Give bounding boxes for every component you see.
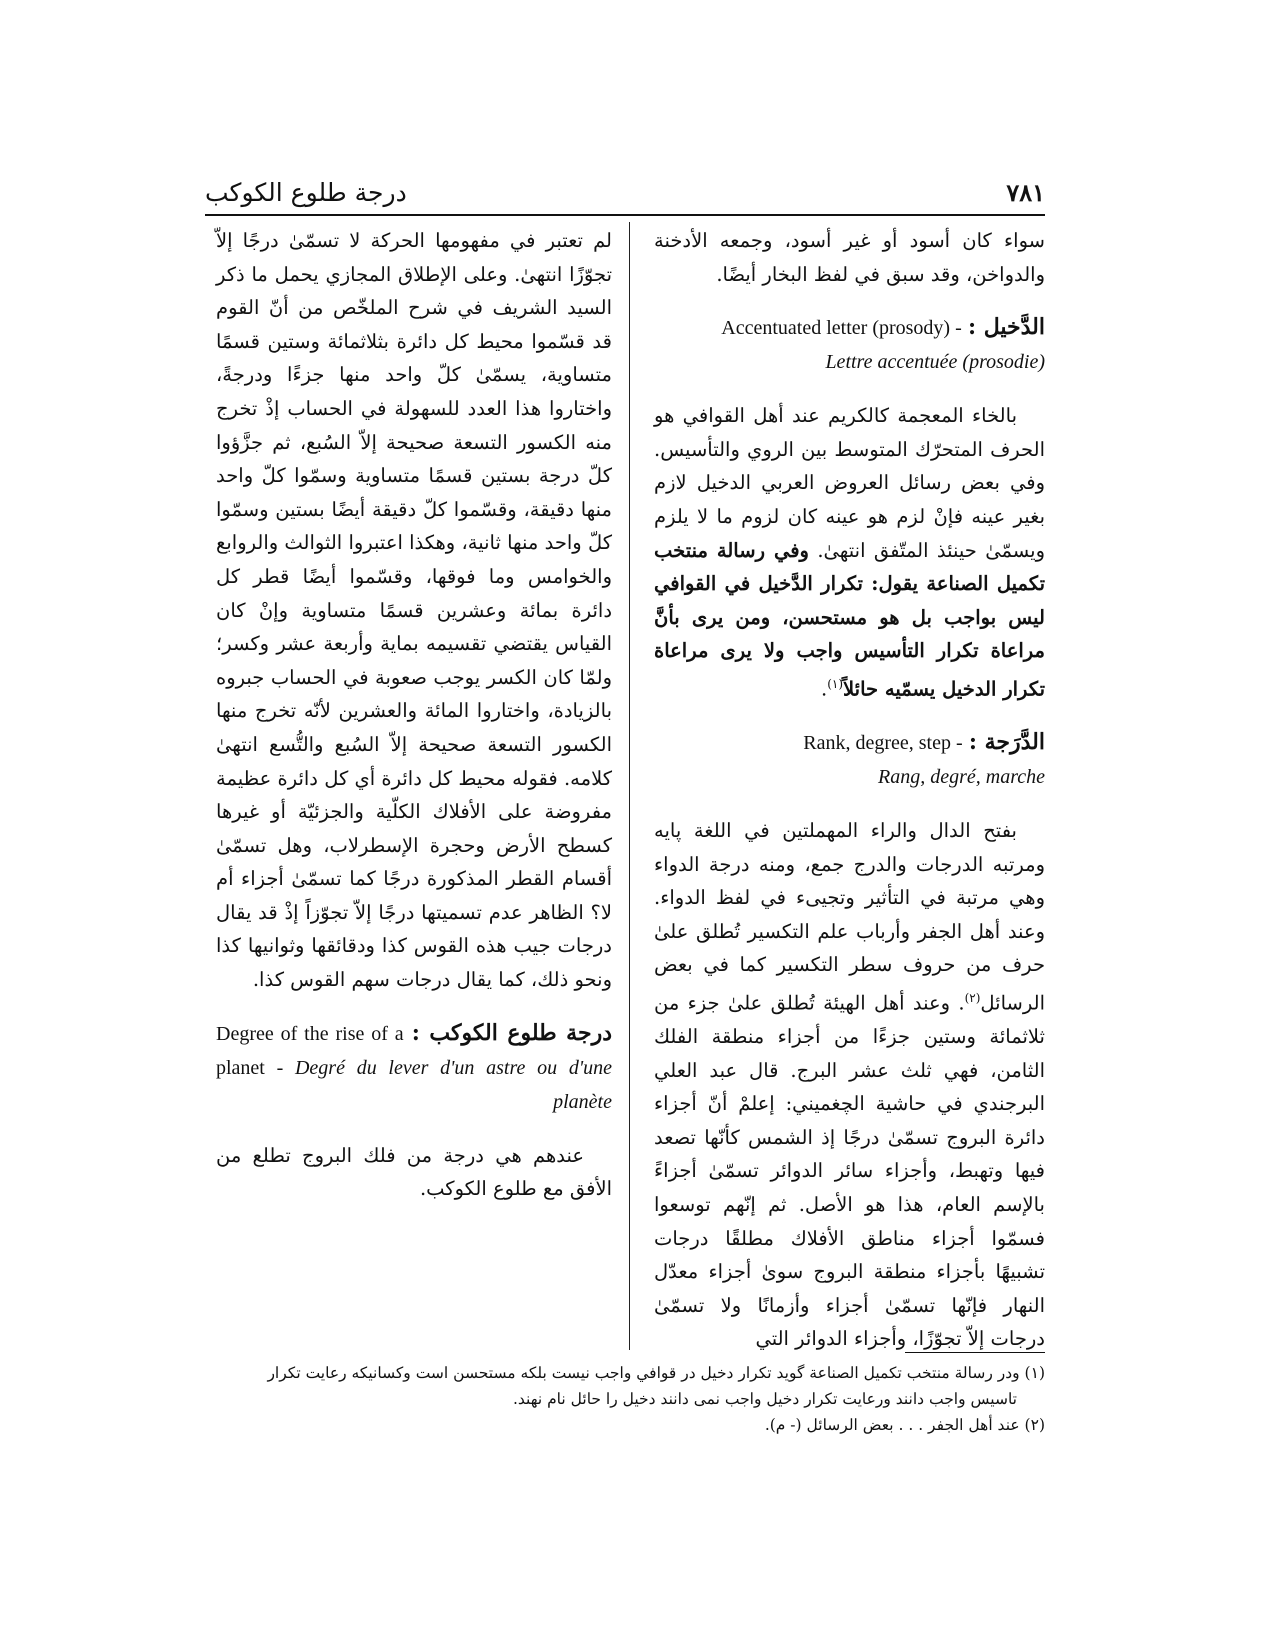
entry-term: الدَّرَجة : bbox=[968, 729, 1045, 756]
definition-text: بفتح الدال والراء المهملتين في اللغة پايه ومرتبه الدرجات والدرج جمع، ومنه درجة الدواء وهي مرتبة في التأثير وتجيىء في لفظ الدواء. وعند أهل الجفر وأرباب علم التكسير تُطلق علىٰ حرف من حروف سطر التكسير كما في بعض الرسائل bbox=[654, 819, 1045, 1015]
entry-heading-daraja bbox=[654, 726, 1045, 794]
definition-bold-text: وفي رسالة منتخب تكميل الصناعة يقول: تكرار الدَّخيل في القوافي ليس بواجب بل هو مستحسن، ومن يرى بأنَّ مراعاة تكرار التأسيس واجب ولا يرى مراعاة تكرار الدخيل يسمّيه حائلاً bbox=[654, 538, 1045, 701]
entry-term: الدَّخيل : bbox=[967, 314, 1045, 341]
definition-paragraph: عندهم هي درجة من فلك البروج تطلع من الأفق مع طلوع الكوكب. bbox=[216, 1143, 612, 1201]
left-column bbox=[216, 224, 612, 1206]
definition-paragraph bbox=[654, 814, 1045, 1356]
footnote-1-continued: تاسيس واجب دانند ورعايت تكرار دخيل واجب نمى دانند دخيل را حائل نام نهند. bbox=[512, 1390, 1017, 1408]
right-column bbox=[654, 224, 1045, 1356]
entry-heading-dakhil bbox=[654, 311, 1045, 379]
entry-heading-tulu bbox=[216, 1017, 612, 1119]
footnotes bbox=[216, 1360, 1045, 1438]
definition-paragraph bbox=[654, 399, 1045, 706]
footnote-2: (٢) عند أهل الجفر . . . بعض الرسائل (- م). bbox=[764, 1416, 1045, 1434]
footnote-rule bbox=[905, 1352, 1045, 1353]
continued-paragraph: لم تعتبر في مفهومها الحركة لا تسمّىٰ درجًا إلاّ تجوّزًا انتهىٰ. وعلى الإطلاق المجازي يحمل ما ذكر السيد الشريف في شرح الملخّص من أنّ القوم قد قسّموا محيط كل دائرة بثلاثمائة وستين قسمًا متساوية، يسمّىٰ كلّ واحد منها جزءًا ودرجةً، واختاروا هذا العدد للسهولة في الحساب إذْ تخرج منه الكسور التسعة صحيحة إلاّ السُبع، ثم جزَّؤوا كلّ درجة بستين قسمًا متساوية وسمّوا كلّ واحد منها دقيقة، وقسّموا كلّ دقيقة أيضًا بستين وسمّوا كلّ واحد منها ثانية، وهكذا اعتبروا الثوالث والروابع والخوامس وما فوقها، وقسّموا أيضًا قطر كل دائرة بمائة وعشرين قسمًا متساوية وإنْ كان القياس يقتضي تقسيمه بماية وأربعة عشر وكسر؛ ولمّا كان الكسر يوجب صعوبة في الحساب جبروه بالزيادة، واختاروا المائة والعشرين لأنّه تخرج منها الكسور التسعة صحيحة إلاّ السُبع والتُّسع انتهىٰ كلامه. فقوله محيط كل دائرة أي كل دائرة عظيمة مفروضة على الأفلاك الكلّية والجزئيّة أو غيرها كسطح الأرض وحجرة الإسطرلاب، وهل تسمّىٰ أقسام القطر المذكورة درجًا كما تسمّىٰ أجزاء أم لا؟ الظاهر عدم تسميتها درجًا إلاّ تجوّزاً إذْ قد يقال درجات جيب هذه القوس كذا ودقائقها وثوانيها كذا ونحو ذلك، كما يقال درجات سهم القوس كذا. bbox=[216, 229, 612, 992]
footnote-ref: (١) bbox=[827, 676, 844, 691]
running-title: درجة طلوع الكوكب bbox=[205, 178, 407, 207]
continued-paragraph: سواء كان أسود أو غير أسود، وجمعه الأدخنة والدواخن، وقد سبق في لفظ البخار أيضًا. bbox=[654, 229, 1045, 286]
entry-french: Degré du lever d'un astre ou d'une planète bbox=[294, 1056, 612, 1113]
period: . bbox=[821, 677, 828, 701]
entry-french: Lettre accentuée (prosodie) bbox=[825, 351, 1045, 374]
entry-english: Degree of the rise of a planet - bbox=[216, 1022, 404, 1079]
footnote-1: (١) ودر رسالة منتخب تكميل الصناعة گويد تكرار دخيل در قوافي واجب نيست بلكه مستحسن است وكسانيكه رعايت تكرار bbox=[267, 1364, 1045, 1382]
entry-english: Rank, degree, step - bbox=[803, 732, 963, 755]
entry-english: Accentuated letter (prosody) - bbox=[721, 317, 962, 340]
column-divider bbox=[629, 222, 630, 1350]
definition-text: بالخاء المعجمة كالكريم عند أهل القوافي هو الحرف المتحرّك المتوسط بين الروي والتأسيس. وفي بعض رسائل العروض العربي الدخيل لازم بغير عينه فإنْ لزم هو عينه كان لزوم ما لا يلزم ويسمّىٰ حينئذ المتّفق انتهىٰ. bbox=[654, 404, 1045, 562]
definition-text: . وعند أهل الهيئة تُطلق علىٰ جزء من ثلاثمائة وستين جزءًا من أجزاء منطقة الفلك الثامن، فهي ثلث عشر البرج. قال عبد العلي البرجندي في حاشية الچغميني: إعلمْ أنّ أجزاء دائرة البروج تسمّىٰ درجًا إذ الشمس كأنّها تصعد فيها وتهبط، وأجزاء سائر الدوائر تسمّىٰ أجزاءً بالإسم العام، هذا هو الأصل. ثم إنّهم توسعوا فسمّوا أجزاء مناطق الأفلاك مطلقًا درجات تشبيهًا بأجزاء منطقة البروج سوىٰ أجزاء معدّل النهار فإنّها تسمّىٰ أجزاء وأزمانًا ولا تسمّىٰ درجات إلاّ تجوّزًا، وأجزاء الدوائر التي bbox=[654, 991, 1045, 1351]
entry-french: Rang, degré, marche bbox=[878, 766, 1045, 789]
header-rule bbox=[205, 214, 1045, 216]
page-number: ٧٨١ bbox=[1006, 178, 1045, 207]
entry-term: درجة طلوع الكوكب : bbox=[411, 1019, 613, 1046]
footnote-ref: (٢) bbox=[964, 991, 981, 1005]
page-header bbox=[205, 178, 1045, 214]
